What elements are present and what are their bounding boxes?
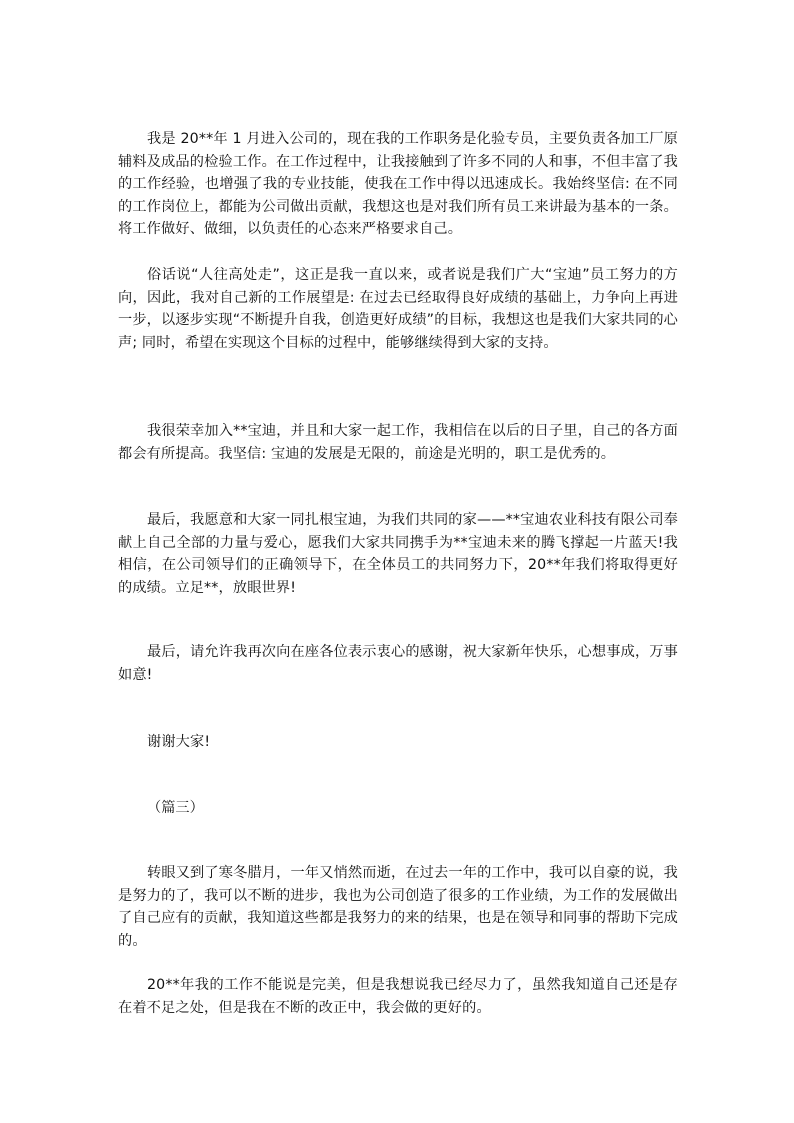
paragraph-1: 我是 20**年 1 月进入公司的，现在我的工作职务是化验专员，主要负责各加工厂原辅料及成品的检验工作。在工作过程中，让我接触到了许多不同的人和事，不但丰富了我的工作经验，也增强了我的专业技能，使我在工作中得以迅速成长。我始终坚信: 在不同的工作岗位上，都能为公司做出贡献，我想这也是对我们所有员工来讲最为基本的一条。将工作做好、做细，以负责任的心态来严格要求自己。 — [118, 131, 678, 237]
paragraph-5: 最后，请允许我再次向在座各位表示衷心的感谢，祝大家新年快乐，心想事成，万事如意! — [118, 644, 678, 683]
paragraph-2: 俗话说“人往高处走”，这正是我一直以来，或者说是我们广大“宝迪”员工努力的方向，因此，我对自己新的工作展望是: 在过去已经取得良好成绩的基础上，力争向上再进一步，以逐步实现“不断提升自我，创造更好成绩”的目标，我想这也是我们大家共同的心声; 同时，希望在实现这个目标的过程中，能够继续得到大家的支持。 — [118, 267, 678, 351]
section-heading: （篇三） — [147, 800, 204, 816]
paragraph-8: 20**年我的工作不能说是完美，但是我想说我已经尽力了，虽然我知道自己还是存在着不足之处，但是我在不断的改正中，我会做的更好的。 — [118, 977, 678, 1016]
paragraph-3: 我很荣幸加入**宝迪，并且和大家一起工作，我相信在以后的日子里，自己的各方面都会有所提高。我坚信: 宝迪的发展是无限的，前途是光明的，职工是优秀的。 — [118, 423, 678, 462]
paragraph-7: 转眼又到了寒冬腊月，一年又悄然而逝，在过去一年的工作中，我可以自豪的说，我是努力的了，我可以不断的进步，我也为公司创造了很多的工作业绩，为工作的发展做出了自己应有的贡献，我知道这些都是我努力的来的结果，也是在领导和同事的帮助下完成的。 — [118, 865, 678, 949]
paragraph-6: 谢谢大家! — [147, 734, 211, 750]
paragraph-4: 最后，我愿意和大家一同扎根宝迪，为我们共同的家——**宝迪农业科技有限公司奉献上自己全部的力量与爱心，愿我们大家共同携手为**宝迪未来的腾飞撑起一片蓝天!我相信，在公司领导们的正确领导下，在全体员工的共同努力下，20**年我们将取得更好的成绩。立足**，放眼世界! — [118, 512, 678, 596]
